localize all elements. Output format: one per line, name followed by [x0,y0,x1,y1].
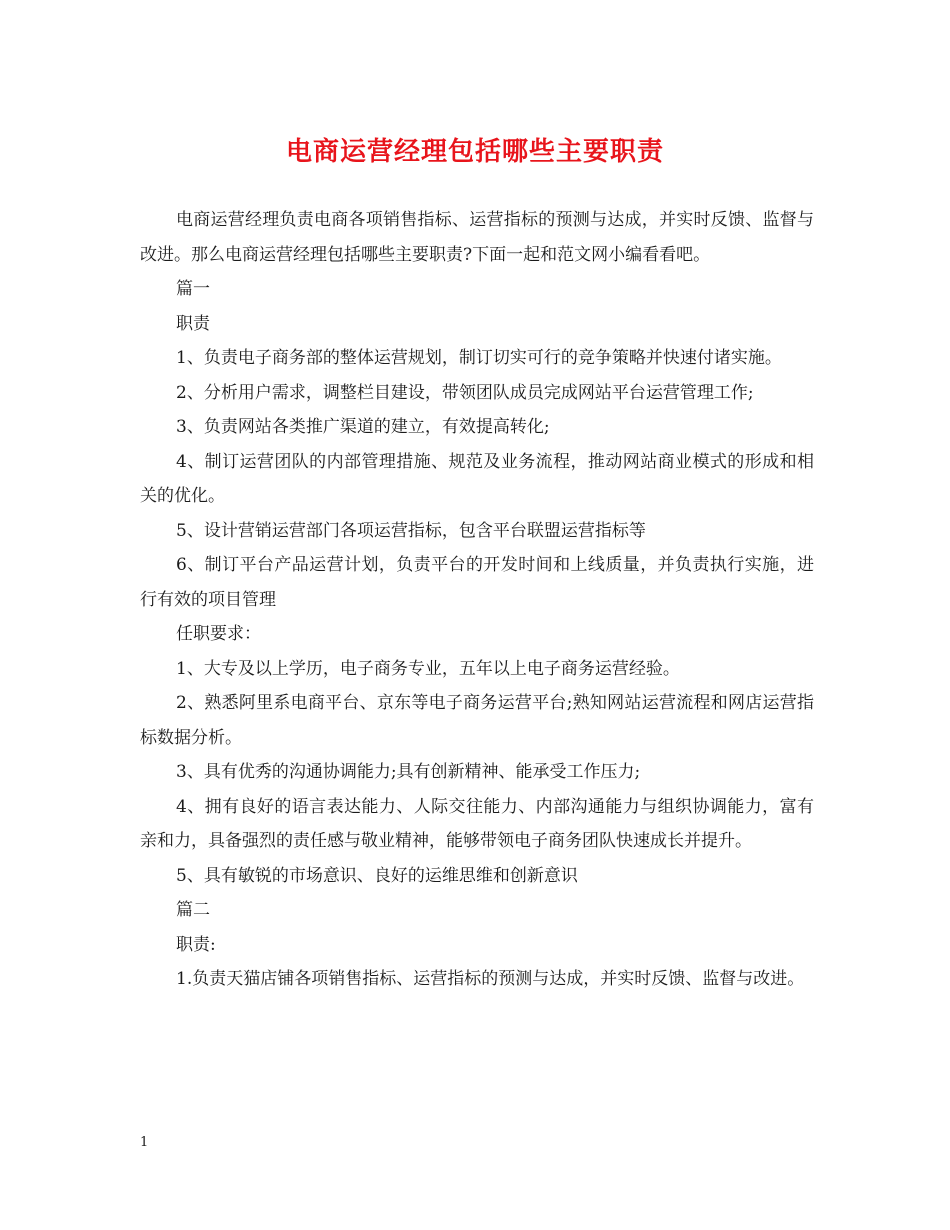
document-title: 电商运营经理包括哪些主要职责 [285,137,664,167]
subheading-requirements: 任职要求： [176,624,261,644]
duty-item: 1.负责天猫店铺各项销售指标、运营指标的预测与达成，并实时反馈、监督与改进。 [176,969,805,989]
requirement-item: 1、大专及以上学历，电子商务专业，五年以上电子商务运营经验。 [176,658,680,679]
duty-item: 2、分析用户需求，调整栏目建设，带领团队成员完成网站平台运营管理工作; [176,382,754,403]
subheading-duties-two: 职责: [176,934,216,955]
duty-item: 3、负责网站各类推广渠道的建立，有效提高转化; [176,417,550,437]
intro-paragraph: 电商运营经理负责电商各项销售指标、运营指标的预测与达成，并实时反馈、监督与改进。那么电商运营经理包括哪些主要职责?下面一起和范文网小编看看吧。 [140,210,814,265]
duty-item: 6、制订平台产品运营计划，负责平台的开发时间和上线质量，并负责执行实施，进行有效的项目管理 [140,555,814,610]
duty-item: 5、设计营销运营部门各项运营指标，包含平台联盟运营指标等 [176,520,646,541]
requirement-item: 3、具有优秀的沟通协调能力;具有创新精神、能承受工作压力; [176,762,641,782]
subheading-duties: 职责 [176,313,210,334]
duty-item: 1、负责电子商务部的整体运营规划，制订切实可行的竞争策略并快速付诸实施。 [176,348,782,368]
requirement-item: 4、拥有良好的语言表达能力、人际交往能力、内部沟通能力与组织协调能力，富有亲和力，具备强烈的责任感与敬业精神，能够带领电子商务团队快速成长并提升。 [140,796,814,851]
section-heading-part-one: 篇一 [176,279,210,299]
requirement-item: 2、熟悉阿里系电商平台、京东等电子商务运营平台;熟知网站运营流程和网店运营指标数据分析。 [140,693,814,748]
requirement-item: 5、具有敏锐的市场意识、良好的运维思维和创新意识 [176,865,578,886]
document-body [140,203,814,997]
page-number: 1 [140,1135,149,1150]
section-heading-part-two: 篇二 [176,900,210,920]
duty-item: 4、制订运营团队的内部管理措施、规范及业务流程，推动网站商业模式的形成和相关的优化。 [140,451,814,506]
